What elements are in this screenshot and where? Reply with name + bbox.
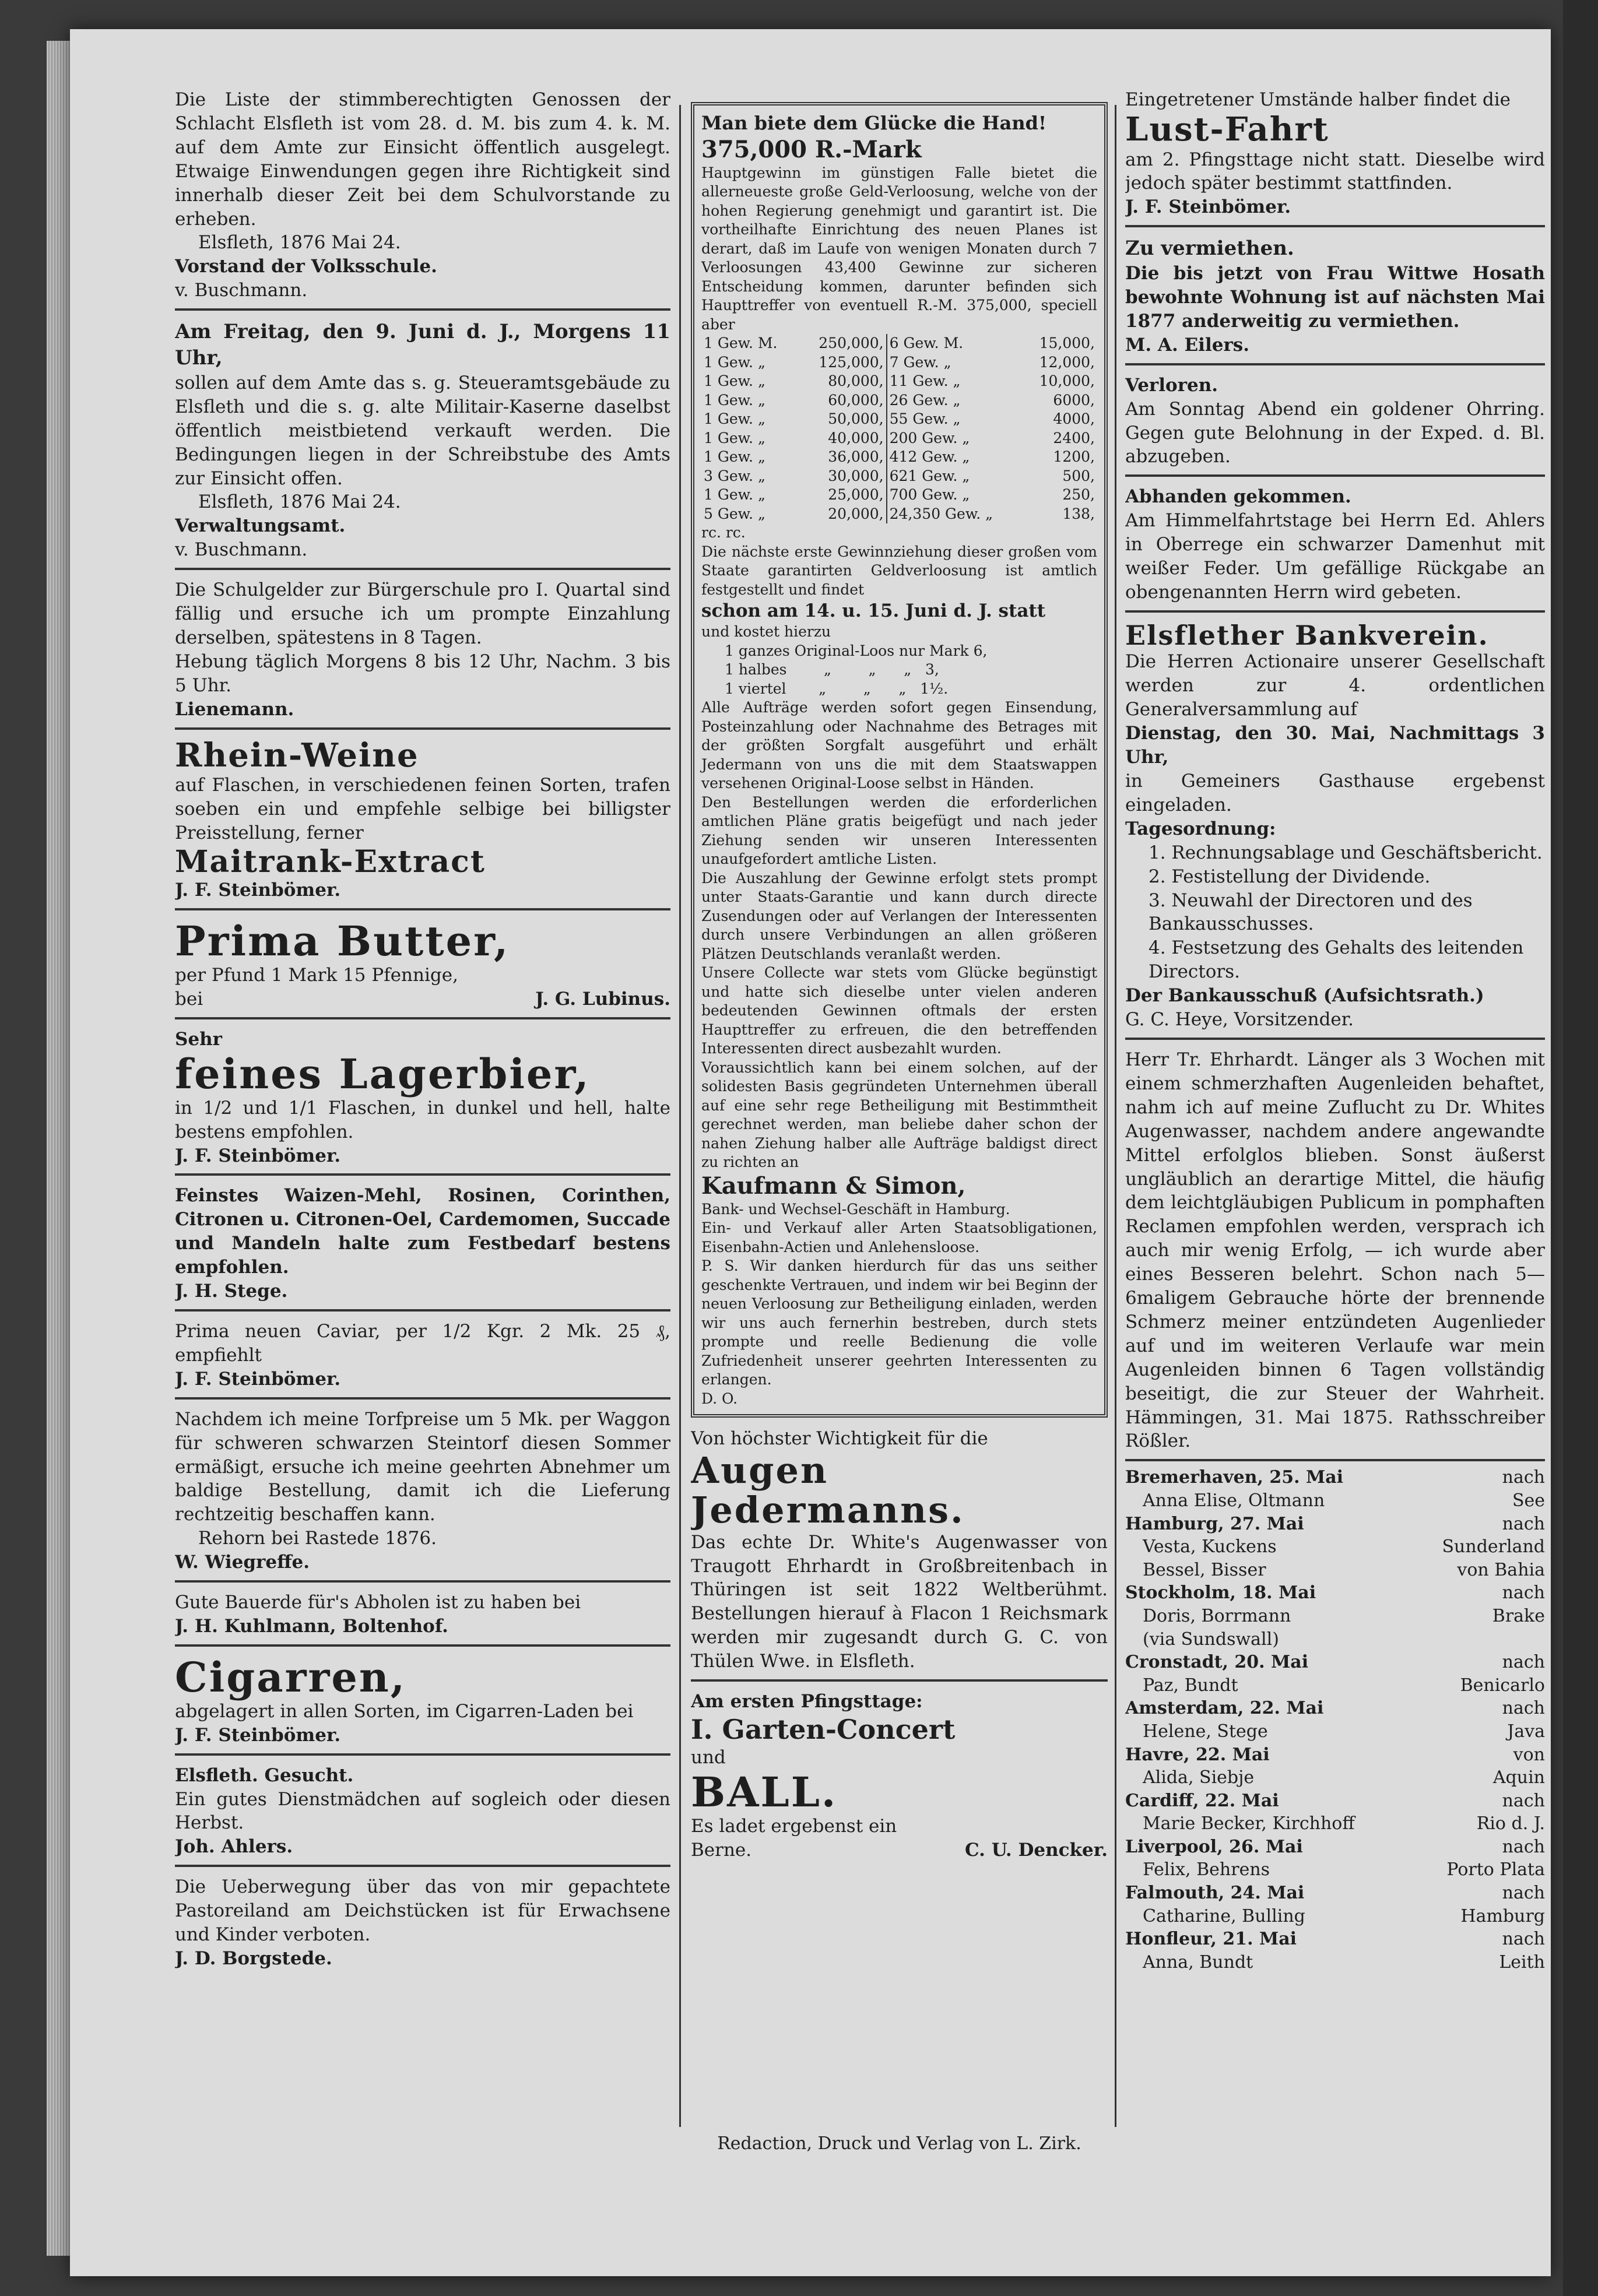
prize-row	[701, 372, 1097, 391]
ad-text: am 2. Pfingsttage nicht statt. Dieselbe wird jedoch später bestimmt stattfinden.	[1125, 149, 1545, 194]
ad-eye-water	[691, 1423, 1108, 1682]
ship-destination: Brake	[1492, 1605, 1545, 1626]
ship-row	[1125, 1466, 1545, 1489]
ad-voter-list	[175, 85, 670, 311]
ship-row	[1125, 1836, 1545, 1859]
ad-name: J. F. Steinbömer.	[175, 880, 341, 901]
ad-bank	[1125, 617, 1545, 1040]
prize-cell: 55 Gew. „	[887, 410, 1022, 429]
ship-destination: Leith	[1499, 1952, 1545, 1972]
ship-name: Catharine, Bulling	[1143, 1905, 1305, 1926]
ad-title: I. Garten-Concert	[691, 1714, 956, 1746]
prize-cell: 80,000,	[828, 372, 884, 390]
ad-missing	[1125, 481, 1545, 613]
ship-row	[1125, 1581, 1545, 1605]
ship-name: Paz, Bundt	[1143, 1675, 1238, 1696]
ad-place: Rehorn bei Rastede 1876.	[198, 1528, 437, 1549]
lottery-intro: Hauptgewinn im günstigen Falle bietet die allerneueste große Geld-Verloosung, welche von der hohen Regierung genehmigt und garantirt ist. Die vortheilhafte Einrichtung des neuen Planes ist derart, daß im Laufe von wenigen Monaten durch 7 Verloosungen 43,400 Gewinne zur sicheren Entscheidung kommen, darunter befinden sich Haupttreffer von eventuell R.-M. 375,000, speciell aber	[701, 164, 1097, 333]
ad-title: Cigarren,	[175, 1652, 407, 1701]
ad-soil	[175, 1587, 670, 1647]
ship-name: Felix, Behrens	[1143, 1859, 1270, 1880]
scan-background	[1563, 0, 1598, 2296]
price-item: 1 ganzes Original-Loos nur Mark 6,	[725, 642, 988, 659]
ad-name: J. H. Stege.	[175, 1281, 288, 1302]
prize-cell: 412 Gew. „	[887, 448, 1022, 467]
lottery-amount: 375,000 R.-Mark	[701, 135, 922, 163]
ad-text: Feinstes Waizen-Mehl, Rosinen, Corinthen, Citronen u. Citronen-Oel, Cardemomen, Succade und Mandeln halte zum Festbedarf bestens empfohlen.	[175, 1185, 670, 1278]
ship-row	[1125, 1535, 1545, 1559]
ad-und: und	[691, 1747, 726, 1768]
ad-text: Die Schulgelder zur Bürgerschule pro I. Quartal sind fällig und ersuche ich um prompte Einzahlung derselben, spätestens in 8 Tagen.	[175, 579, 670, 648]
ad-name: J. D. Borgstede.	[175, 1948, 332, 1969]
ad-maid	[175, 1760, 670, 1868]
ad-pre: Sehr	[175, 1028, 222, 1050]
column-middle	[691, 85, 1108, 2144]
prize-row	[701, 353, 1097, 372]
ad-name: J. G. Lubinus.	[535, 988, 670, 1010]
ship-destination: nach	[1502, 1836, 1545, 1857]
lottery-para: Unsere Collecte war stets vom Glücke begünstigt und hatte sich dieselbe unter vielen anderen bedeutenden Gewinnen oftmals der ersten Haupttreffer zu erfreuen, die den betreffenden Interessenten direct ausbezahlt wurden.	[701, 964, 1097, 1057]
ad-name: v. Buschmann.	[175, 539, 308, 561]
ship-port: Havre, 22. Mai	[1125, 1744, 1270, 1765]
ad-date: Elsfleth, 1876 Mai 24.	[198, 232, 401, 254]
ad-peat	[175, 1404, 670, 1583]
agenda-item: 1. Rechnungsablage und Geschäftsbericht.	[1149, 842, 1543, 863]
ad-name: J. F. Steinbömer.	[175, 1724, 341, 1746]
ship-row	[1125, 1858, 1545, 1882]
prize-row	[701, 505, 1097, 524]
prize-cell: 125,000,	[819, 353, 884, 371]
ad-title: Lust-Fahrt	[1125, 110, 1329, 149]
ad-sig: Der Bankausschuß (Aufsichtsrath.)	[1125, 985, 1484, 1007]
shipping-news	[1125, 1466, 1545, 1974]
ad-name: J. H. Kuhlmann, Boltenhof.	[175, 1615, 448, 1637]
ship-destination: nach	[1502, 1790, 1545, 1811]
ad-title: Rhein-Weine	[175, 736, 419, 775]
prize-row	[701, 448, 1097, 467]
lottery-price-list	[701, 642, 1097, 699]
ad-text: Am Himmelfahrtstage bei Herrn Ed. Ahlers in Oberrege ein schwarzer Damenhut mit weißer Feder. Um gefällige Rückgabe an obengenannten Herrn wird gebeten.	[1125, 510, 1545, 603]
ad-text: auf Flaschen, in verschiedenen feinen Sorten, trafen soeben ein und empfehle selbige bei billigster Preisstellung, ferner	[175, 775, 670, 843]
ship-destination: Sunderland	[1442, 1536, 1545, 1557]
ship-name: Helene, Stege	[1143, 1721, 1268, 1742]
ad-lost	[1125, 370, 1545, 477]
ship-name: Doris, Borrmann	[1143, 1605, 1291, 1626]
column-rule	[679, 105, 681, 2127]
ad-date: Dienstag, den 30. Mai, Nachmittags 3 Uhr,	[1125, 723, 1545, 768]
ad-org: Vorstand der Volksschule.	[175, 256, 437, 277]
agenda-list	[1125, 841, 1545, 984]
ad-name: C. U. Dencker.	[965, 1840, 1108, 1861]
ad-for-rent	[1125, 232, 1545, 365]
prize-cell: 250,000,	[819, 335, 884, 352]
agenda-item: 3. Neuwahl der Directoren und des Bankausschusses.	[1149, 889, 1473, 935]
prize-cell: 11 Gew. „	[887, 372, 1022, 391]
ad-name: W. Wiegreffe.	[175, 1552, 310, 1573]
ad-name: J. F. Steinbömer.	[175, 1368, 341, 1390]
ad-title: BALL.	[691, 1768, 838, 1817]
ship-name: Bessel, Bisser	[1143, 1559, 1266, 1580]
ad-invite: Es ladet ergebenst ein	[691, 1816, 897, 1837]
ad-text: in 1/2 und 1/1 Flaschen, in dunkel und hell, halte bestens empfohlen.	[175, 1097, 670, 1142]
ad-head: Zu vermiethen.	[1125, 237, 1294, 261]
prize-cell: 7 Gew. „	[887, 353, 1022, 372]
prize-row	[701, 467, 1097, 486]
lottery-ps: P. S. Wir danken hierdurch für das uns seither geschenkte Vertrauen, und indem wir bei Beginn der neuen Verloosung zur Betheiligung einladen, werden wir uns auch fernerhin bestreben, durch stets prompte und reelle Bedienung die volle Zufriedenheit unserer geehrten Interessenten zu erlangen.	[701, 1257, 1097, 1388]
ship-row	[1125, 1720, 1545, 1743]
ad-pre: Von höchster Wichtigkeit für die	[691, 1428, 988, 1450]
prize-cell: 24,350 Gew. „	[887, 505, 1022, 524]
prize-cell: 1 Gew. „	[704, 410, 765, 428]
prize-cell: 4000,	[1053, 410, 1095, 428]
ship-row	[1125, 1489, 1545, 1513]
lottery-etc: rc. rc.	[701, 524, 746, 542]
lottery-para: Alle Aufträge werden sofort gegen Einsendung, Posteinzahlung oder Nachnahme des Betrages mit der größten Sorgfalt ausgeführt und erhält Jedermann von uns die mit dem Staatswappen versehenen Original-Loose selbst in Händen.	[701, 699, 1097, 792]
prize-cell: 1 Gew. „	[704, 448, 765, 466]
prize-cell: 40,000,	[828, 429, 884, 446]
ad-pre: Eingetretener Umstände halber findet die	[1125, 89, 1511, 110]
column-rule	[1115, 105, 1116, 2127]
prize-cell: 5 Gew. „	[704, 505, 765, 522]
prize-cell: 50,000,	[828, 410, 884, 428]
ship-row	[1125, 1766, 1545, 1789]
ship-destination: Hamburg	[1460, 1905, 1545, 1926]
ship-destination: Aquin	[1492, 1767, 1545, 1788]
ad-text: Nachdem ich meine Torfpreise um 5 Mk. per Waggon für schweren schwarzen Steintorf diesen Sommer ermäßigt, ersuche ich meine geehrten Abnehmer um baldige Bestellung, damit ich die Lieferung rechtzeitig beschaffen kann.	[175, 1408, 670, 1525]
ad-pre: bei	[175, 988, 203, 1010]
ship-name: Marie Becker, Kirchhoff	[1143, 1813, 1355, 1834]
ship-destination: nach	[1502, 1929, 1545, 1950]
lottery-ps-sig: D. O.	[701, 1390, 738, 1407]
ship-row	[1125, 1651, 1545, 1674]
ship-row	[1125, 1743, 1545, 1767]
lottery-para: Den Bestellungen werden die erforderlichen amtlichen Pläne gratis beigefügt und nach jeder Ziehung senden wir unseren Interessenten unaufgefordert amtliche Listen.	[701, 793, 1097, 868]
prize-cell: 60,000,	[828, 391, 884, 409]
column-right	[1125, 85, 1545, 2144]
prize-cell: 1 Gew. M.	[704, 335, 778, 352]
ship-destination: nach	[1502, 1652, 1545, 1673]
ad-concert	[691, 1686, 1108, 1868]
lottery-firm: Kaufmann & Simon,	[701, 1172, 966, 1200]
ship-destination: Benicarlo	[1460, 1675, 1545, 1696]
agenda-item: 4. Festsetzung des Gehalts des leitenden Directors.	[1149, 937, 1524, 983]
prize-row	[701, 486, 1097, 505]
ad-head: Elsfleth. Gesucht.	[175, 1764, 354, 1786]
ship-row	[1125, 1605, 1545, 1628]
prize-cell: 25,000,	[828, 486, 884, 504]
ad-pre: Am ersten Pfingsttage:	[691, 1691, 923, 1713]
prize-cell: 15,000,	[1039, 335, 1095, 352]
lottery-date: schon am 14. u. 15. Juni d. J. statt	[701, 600, 1046, 622]
prize-row	[701, 334, 1097, 353]
prize-cell: 1 Gew. „	[704, 372, 765, 390]
prize-cell: 30,000,	[828, 467, 884, 484]
ship-name: Anna, Bundt	[1143, 1952, 1253, 1972]
ad-text: Ein gutes Dienstmädchen auf sogleich oder diesen Herbst.	[175, 1788, 670, 1834]
column-left	[175, 85, 670, 2144]
ad-org: Verwaltungsamt.	[175, 515, 346, 537]
ad-title: Augen Jedermanns.	[691, 1449, 965, 1532]
prize-cell: 3 Gew. „	[704, 467, 765, 484]
price-item: 1 halbes „ „ „ 3,	[725, 661, 939, 678]
ship-name: Vesta, Kuckens	[1143, 1536, 1277, 1557]
ad-name: Lienemann.	[175, 698, 294, 720]
prize-cell: 36,000,	[828, 448, 884, 466]
prize-cell: 621 Gew. „	[887, 467, 1022, 486]
ad-cigars	[175, 1651, 670, 1756]
prize-cell: 200 Gew. „	[887, 429, 1022, 448]
ad-head: Verloren.	[1125, 374, 1218, 396]
lottery-firm-sub: Bank- und Wechsel-Geschäft in Hamburg.	[701, 1200, 1010, 1218]
ship-destination: nach	[1502, 1698, 1545, 1719]
ship-row	[1125, 1951, 1545, 1974]
ad-text: Das echte Dr. White's Augenwasser von Traugott Ehrhardt in Großbreitenbach in Thüringen ist seit 1822 Weltberühmt. Bestellungen hierauf à Flacon 1 Reichsmark werden mir zugesandt durch G. C. von Thülen Wwe. in Elsfleth.	[691, 1531, 1108, 1672]
prize-cell: 2400,	[1053, 429, 1095, 446]
ad-lagerbier	[175, 1024, 670, 1176]
ship-destination: von Bahia	[1457, 1559, 1545, 1580]
ship-row	[1125, 1928, 1545, 1951]
ship-name: (via Sundswall)	[1143, 1629, 1279, 1650]
lottery-next: Die nächste erste Gewinnziehung dieser großen vom Staate garantirten Geldverloosung ist amtlich festgestellt und findet	[701, 543, 1097, 598]
ship-name: Alida, Siebje	[1143, 1767, 1255, 1788]
ship-destination: Rio d. J.	[1476, 1813, 1545, 1834]
ad-rhine-wine	[175, 734, 670, 910]
ship-port: Falmouth, 24. Mai	[1125, 1883, 1305, 1904]
prize-cell: 1 Gew. „	[704, 429, 765, 446]
ad-name: M. A. Eilers.	[1125, 334, 1250, 356]
prize-cell: 1 Gew. „	[704, 353, 765, 371]
ship-name: Anna Elise, Oltmann	[1143, 1490, 1325, 1511]
ad-testimonial	[1125, 1045, 1545, 1461]
agenda-item: 2. Festistellung der Dividende.	[1149, 866, 1431, 887]
prize-cell: 138,	[1062, 505, 1095, 522]
ad-text: Herr Tr. Ehrhardt. Länger als 3 Wochen mit einem schmerzhaften Augenleiden behaftet, nahm ich auf meine Zuflucht zu Dr. Whites Augenwasser, nachdem andere angewandte Mittel erfolglos blieben. Sonst äußerst ungläublich an derartige Mittel, die häufig dem leichtgläubigen Publicum in pomphaften Reclamen empfohlen werden, versprach ich auch mir wenig Erfolg, — ich wurde aber eines Besseren belehrt. Schon nach 5—6maligem Gebrauche hörte der brennende Schmerz meiner entzündeten Augenlieder auf und im weiteren Verlaufe war mein Augenleiden binnen 6 Tagen vollständig beseitigt, die zur Steuer der Wahrheit. Hämmingen, 31. Mai 1875. Rathsschreiber Rößler.	[1125, 1049, 1545, 1452]
ad-school-fees	[175, 575, 670, 729]
ship-port: Stockholm, 18. Mai	[1125, 1583, 1316, 1604]
ad-name: v. Buschmann.	[175, 280, 308, 301]
ship-row	[1125, 1905, 1545, 1928]
prize-cell: 26 Gew. „	[887, 391, 1022, 410]
prize-row	[701, 410, 1097, 429]
ad-trespass	[175, 1872, 670, 1977]
prize-cell: 12,000,	[1039, 353, 1095, 371]
imprint-footer: Redaction, Druck und Verlag von L. Zirk.	[717, 2133, 1081, 2154]
ad-title: feines Lagerbier,	[175, 1049, 591, 1098]
ad-place: in Gemeiners Gasthause ergebenst eingeladen.	[1125, 771, 1545, 815]
ship-port: Cardiff, 22. Mai	[1125, 1790, 1279, 1811]
ship-row	[1125, 1812, 1545, 1836]
ship-row	[1125, 1882, 1545, 1905]
ship-row	[1125, 1513, 1545, 1536]
ad-text: Gute Bauerde für's Abholen ist zu haben bei	[175, 1592, 581, 1613]
ad-excursion	[1125, 85, 1545, 227]
ship-row	[1125, 1789, 1545, 1813]
ad-text: Die Ueberwegung über das von mir gepachtete Pastoreiland am Deichstücken ist für Erwachsene und Kinder verboten.	[175, 1876, 670, 1946]
ship-row	[1125, 1697, 1545, 1720]
ship-row	[1125, 1559, 1545, 1582]
lottery-head: Man biete dem Glücke die Hand!	[701, 112, 1047, 134]
ad-title: Elsflether Bankverein.	[1125, 619, 1489, 651]
ad-sale	[175, 315, 670, 570]
ad-title: Maitrank-Extract	[175, 843, 486, 880]
ship-destination: nach	[1502, 1513, 1545, 1534]
ship-port: Honfleur, 21. Mai	[1125, 1929, 1297, 1950]
ad-name: J. F. Steinbömer.	[175, 1145, 341, 1166]
ad-sig: G. C. Heye, Vorsitzender.	[1125, 1009, 1354, 1031]
prize-cell: 1 Gew. „	[704, 486, 765, 504]
ad-caviar	[175, 1316, 670, 1400]
ad-agenda-head: Tagesordnung:	[1125, 818, 1276, 839]
ship-destination: Porto Plata	[1446, 1859, 1545, 1880]
lottery-firm-sub: Ein- und Verkauf aller Arten Staatsobligationen, Eisenbahn-Actien und Anlehensloose.	[701, 1219, 1097, 1256]
ad-text: sollen auf dem Amte das s. g. Steueramtsgebäude zu Elsfleth und die s. g. alte Militair-Kaserne daselbst öffentlich meistbietend verkauft werden. Die Bedingungen liegen in der Schreibstube des Amts zur Einsicht offen.	[175, 372, 670, 489]
ad-date: Elsfleth, 1876 Mai 24.	[198, 491, 401, 513]
ad-name: Joh. Ahlers.	[175, 1836, 293, 1858]
ad-text: abgelagert in allen Sorten, im Cigarren-Laden bei	[175, 1700, 634, 1722]
prize-cell: 1200,	[1053, 448, 1095, 466]
ship-port: Amsterdam, 22. Mai	[1125, 1698, 1324, 1719]
ship-row	[1125, 1628, 1545, 1651]
ad-text: per Pfund 1 Mark 15 Pfennige,	[175, 965, 458, 986]
ad-butter	[175, 915, 670, 1019]
ad-place: Berne.	[691, 1840, 752, 1861]
prize-cell: 6 Gew. M.	[887, 334, 1022, 353]
ad-title: Prima Butter,	[175, 917, 510, 965]
ad-name: J. F. Steinbömer.	[1125, 196, 1291, 218]
ad-text: Die Liste der stimmberechtigten Genossen der Schlacht Elsfleth ist vom 28. d. M. bis zum 4. k. M. auf dem Amte zur Einsicht öffentlich ausgelegt. Etwaige Einwendungen gegen ihre Richtigkeit sind innerhalb dieser Zeit bei dem Schulvorstande zu erheben.	[175, 89, 670, 230]
lottery-price-intro: und kostet hierzu	[701, 623, 831, 641]
ad-text: Die bis jetzt von Frau Wittwe Hosath bewohnte Wohnung ist auf nächsten Mai 1877 anderweitig zu vermiethen.	[1125, 263, 1545, 332]
ship-destination: nach	[1502, 1883, 1545, 1904]
prize-row	[701, 391, 1097, 410]
ad-lottery	[691, 102, 1108, 1418]
prize-cell: 250,	[1062, 486, 1095, 504]
prize-cell: 500,	[1062, 467, 1095, 484]
ship-port: Cronstadt, 20. Mai	[1125, 1652, 1309, 1673]
prize-cell: 6000,	[1053, 391, 1095, 409]
ship-port: Bremerhaven, 25. Mai	[1125, 1467, 1344, 1488]
ad-head: Abhanden gekommen.	[1125, 486, 1351, 508]
ad-head: Am Freitag, den 9. Juni d. J., Morgens 11 Uhr,	[175, 320, 670, 370]
ship-destination: Java	[1507, 1721, 1545, 1742]
prize-cell: 1 Gew. „	[704, 391, 765, 409]
ship-destination: nach	[1502, 1583, 1545, 1604]
ship-port: Hamburg, 27. Mai	[1125, 1513, 1304, 1534]
ship-destination: nach	[1502, 1467, 1545, 1488]
ad-text: Prima neuen Caviar, per 1/2 Kgr. 2 Mk. 25 ₰, empfiehlt	[175, 1320, 670, 1366]
prize-cell: 700 Gew. „	[887, 486, 1022, 505]
lottery-para: Die Auszahlung der Gewinne erfolgt stets prompt unter Staats-Garantie und kann durch directe Zusendungen oder auf Verlangen der Interessenten durch unsere Verbindungen an allen größeren Plätzen Deutschlands veranlaßt werden.	[701, 869, 1097, 962]
ad-text: Die Herren Actionaire unserer Gesellschaft werden zur 4. ordentlichen Generalversammlung auf	[1125, 651, 1545, 720]
ship-destination: von	[1513, 1744, 1545, 1765]
ship-destination: See	[1512, 1490, 1545, 1511]
prize-row	[701, 429, 1097, 448]
ship-port: Liverpool, 26. Mai	[1125, 1836, 1303, 1857]
ad-text: Am Sonntag Abend ein goldener Ohrring. Gegen gute Belohnung in der Exped. d. Bl. abzugeben.	[1125, 398, 1545, 467]
lottery-prize-table	[701, 334, 1097, 523]
ad-flour	[175, 1180, 670, 1312]
lottery-para: Voraussichtlich kann bei einem solchen, auf der solidesten Basis gegründeten Unternehmen überall auf eine sehr rege Betheiligung mit Bestimmtheit gerechnet werden, man beliebe daher schon der nahen Ziehung halber alle Aufträge baldigst direct zu richten an	[701, 1059, 1097, 1171]
prize-cell: 10,000,	[1039, 372, 1095, 390]
prize-cell: 20,000,	[828, 505, 884, 522]
ad-text: Hebung täglich Morgens 8 bis 12 Uhr, Nachm. 3 bis 5 Uhr.	[175, 651, 670, 696]
ship-row	[1125, 1674, 1545, 1697]
price-item: 1 viertel „ „ „ 1½.	[725, 680, 949, 697]
